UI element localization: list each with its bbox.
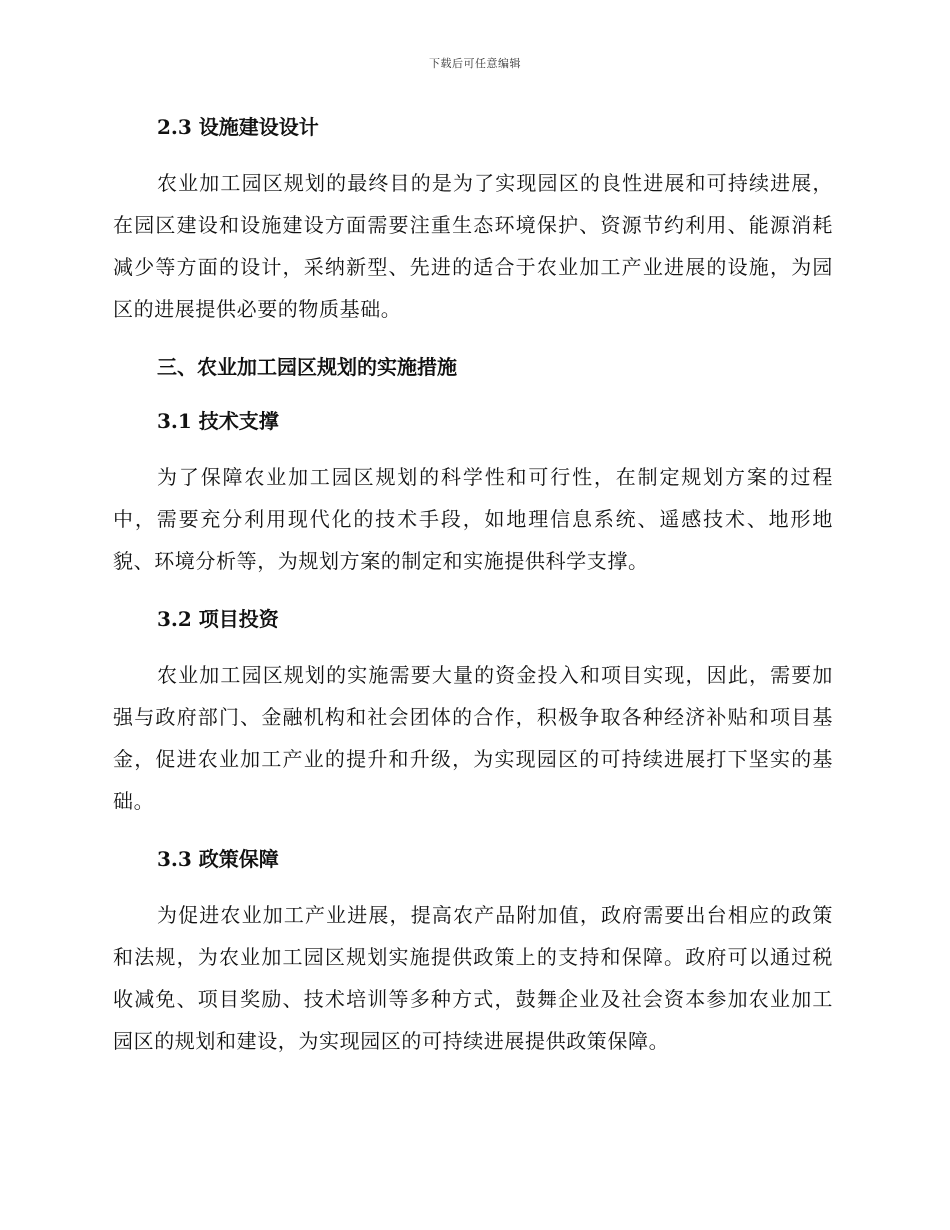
- page-header: 下载后可任意编辑: [429, 57, 521, 70]
- section-heading-3-1: 3.1 技术支撑: [157, 409, 279, 433]
- document-body: [113, 110, 833, 1062]
- section-paragraph-3-1: 为了保障农业加工园区规划的科学性和可行性，在制定规划方案的过程中，需要充分利用现代化的技术手段，如地理信息系统、遥感技术、地形地貌、环境分析等，为规划方案的制定和实施提供科学支撑。: [113, 465, 833, 573]
- section-heading-3-3: 3.3 政策保障: [157, 847, 279, 871]
- chapter-heading-3: 三、农业加工园区规划的实施措施: [157, 355, 457, 379]
- section-heading-2-3: 2.3 设施建设设计: [157, 115, 319, 139]
- section-paragraph-3-3: 为促进农业加工产业进展，提高农产品附加值，政府需要出台相应的政策和法规，为农业加工园区规划实施提供政策上的支持和保障。政府可以通过税收减免、项目奖励、技术培训等多种方式，鼓舞企业及社会资本参加农业加工园区的规划和建设，为实现园区的可持续进展提供政策保障。: [113, 903, 833, 1053]
- section-paragraph-3-2: 农业加工园区规划的实施需要大量的资金投入和项目实现，因此，需要加强与政府部门、金融机构和社会团体的合作，积极争取各种经济补贴和项目基金，促进农业加工产业的提升和升级，为实现园区的可持续进展打下坚实的基础。: [113, 663, 833, 813]
- section-heading-3-2: 3.2 项目投资: [157, 607, 279, 631]
- section-paragraph-2-3: 农业加工园区规划的最终目的是为了实现园区的良性进展和可持续进展，在园区建设和设施建设方面需要注重生态环境保护、资源节约利用、能源消耗减少等方面的设计，采纳新型、先进的适合于农业加工产业进展的设施，为园区的进展提供必要的物质基础。: [113, 171, 833, 321]
